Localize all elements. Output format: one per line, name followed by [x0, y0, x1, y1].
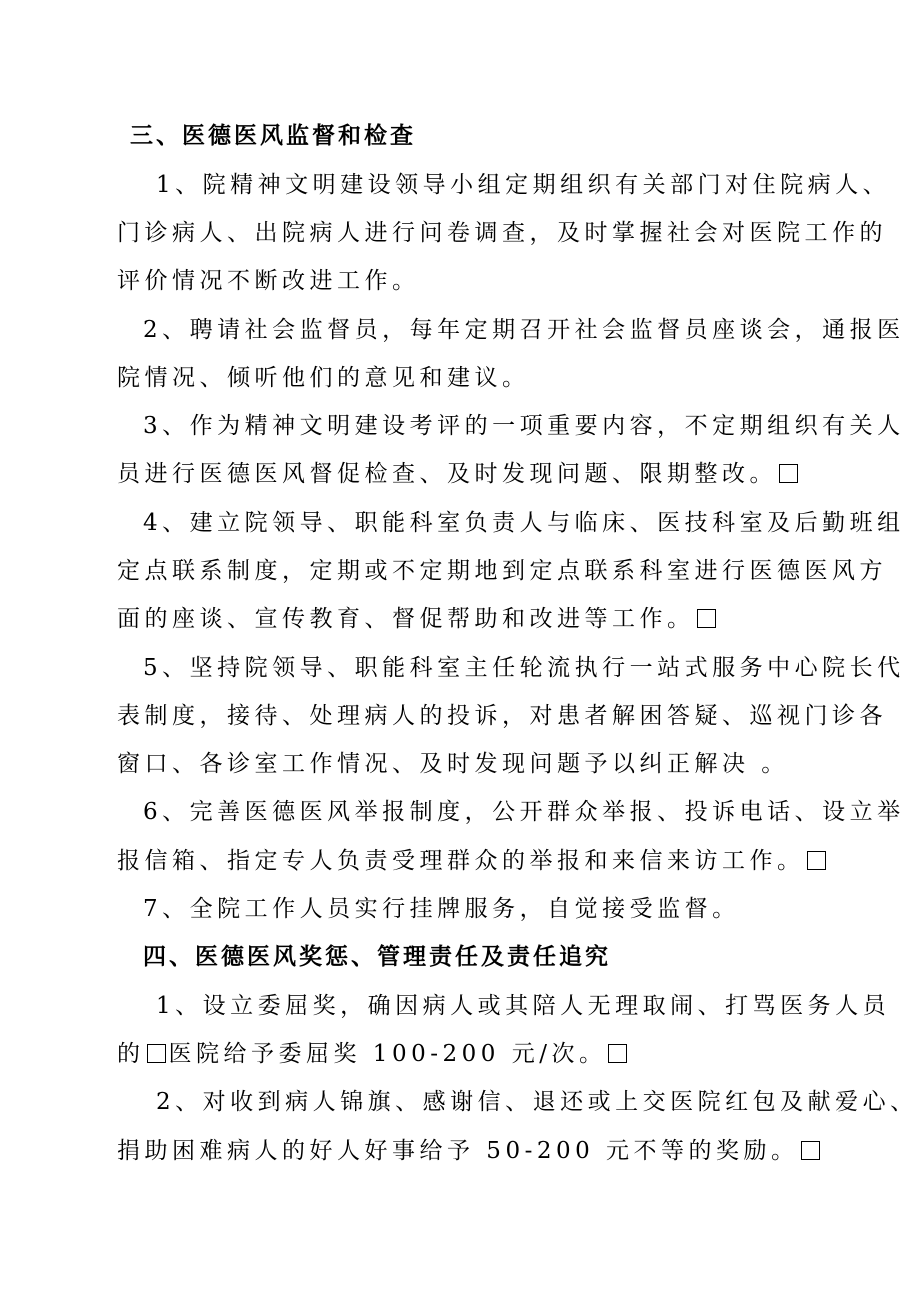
section-4-heading: 四、医德医风奖惩、管理责任及责任追究	[143, 943, 611, 970]
paragraph-line: 评价情况不断改进工作。	[117, 268, 420, 294]
paragraph-line: 2、对收到病人锦旗、感谢信、退还或上交医院红包及献爱心、	[156, 1089, 918, 1115]
checkbox-square-icon	[697, 609, 716, 628]
paragraph-line: 窗口、各诊室工作情况、及时发现问题予以纠正解决 。	[117, 751, 789, 777]
paragraph-line: 定点联系制度，定期或不定期地到定点联系科室进行医德医风方	[117, 558, 887, 584]
checkbox-square-icon	[608, 1044, 627, 1063]
paragraph-text: 面的座谈、宣传教育、督促帮助和改进等工作。	[117, 606, 695, 632]
paragraph-text: 的	[117, 1041, 145, 1067]
paragraph-line: 4、建立院领导、职能科室负责人与临床、医技科室及后勤班组	[143, 510, 905, 536]
paragraph-line: 1、院精神文明建设领导小组定期组织有关部门对住院病人、	[156, 172, 891, 198]
paragraph-line: 表制度，接待、处理病人的投诉，对患者解困答疑、巡视门诊各	[117, 703, 887, 729]
paragraph-line-with-box	[117, 1136, 820, 1166]
paragraph-text: 医院给予委屈奖 100-200 元/次。	[168, 1041, 607, 1067]
paragraph-line: 2、聘请社会监督员，每年定期召开社会监督员座谈会，通报医	[143, 317, 905, 343]
paragraph-line-with-box	[117, 459, 798, 489]
paragraph-line: 1、设立委屈奖，确因病人或其陪人无理取闹、打骂医务人员	[156, 993, 891, 1019]
paragraph-line: 6、完善医德医风举报制度，公开群众举报、投诉电话、设立举	[143, 799, 905, 825]
paragraph-line-with-box	[117, 604, 716, 634]
checkbox-square-icon	[807, 851, 826, 870]
paragraph-line-with-box	[117, 1039, 627, 1069]
paragraph-line: 7、全院工作人员实行挂牌服务，自觉接受监督。	[143, 896, 740, 922]
paragraph-line: 3、作为精神文明建设考评的一项重要内容，不定期组织有关人	[143, 413, 905, 439]
section-3-heading: 三、医德医风监督和检查	[130, 122, 416, 149]
paragraph-text: 报信箱、指定专人负责受理群众的举报和来信来访工作。	[117, 848, 805, 874]
paragraph-line: 门诊病人、出院病人进行问卷调查，及时掌握社会对医院工作的	[117, 220, 887, 246]
paragraph-line: 5、坚持院领导、职能科室主任轮流执行一站式服务中心院长代	[143, 655, 905, 681]
paragraph-text: 捐助困难病人的好人好事给予 50-200 元不等的奖励。	[117, 1138, 799, 1164]
paragraph-text: 员进行医德医风督促检查、及时发现问题、限期整改。	[117, 461, 777, 487]
checkbox-square-icon	[779, 464, 798, 483]
checkbox-square-icon	[147, 1044, 166, 1063]
paragraph-line-with-box	[117, 846, 826, 876]
paragraph-line: 院情况、倾听他们的意见和建议。	[117, 365, 530, 391]
checkbox-square-icon	[801, 1141, 820, 1160]
